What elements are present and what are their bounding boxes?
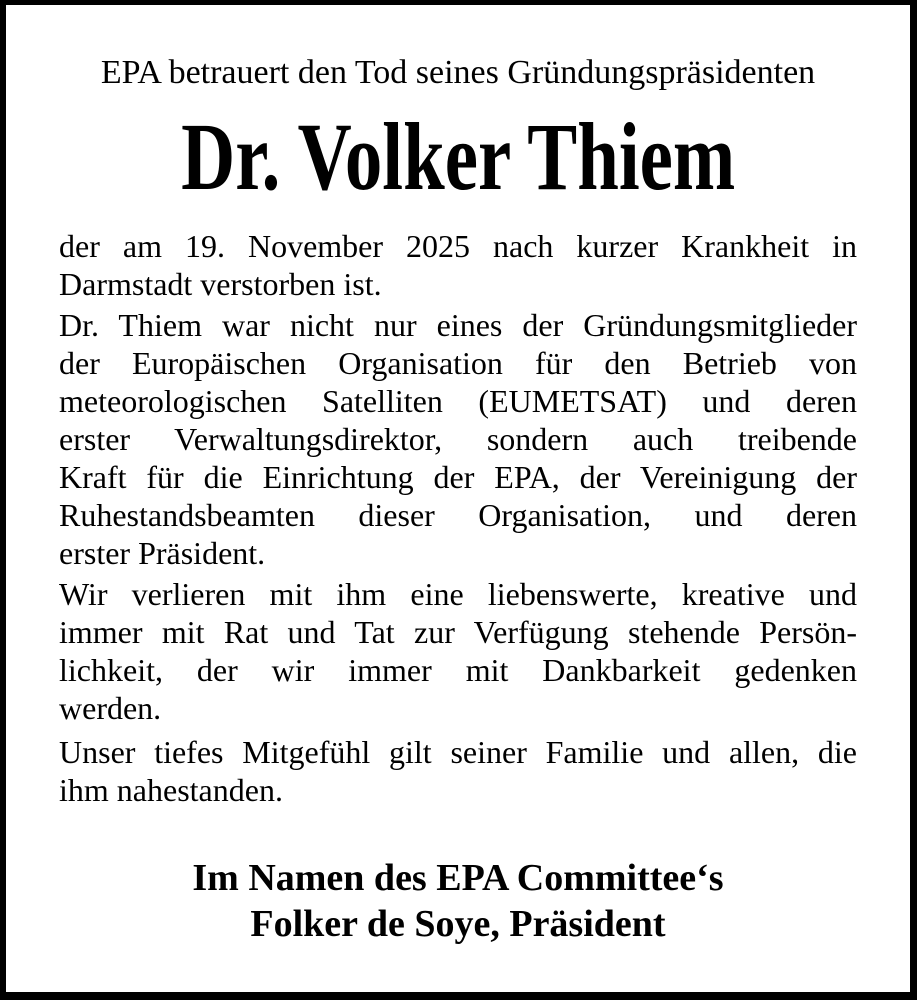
paragraph-line: Ruhestandsbeamten dieser Organisation, und deren — [59, 497, 857, 533]
paragraph-line: erster Verwaltungsdirektor, sondern auch treibende — [59, 421, 857, 457]
paragraph-line: ihm nahestanden. — [59, 772, 283, 808]
paragraph-line: Unser tiefes Mitgefühl gilt seiner Familie und allen, die — [59, 734, 857, 770]
obituary-body — [59, 227, 857, 809]
paragraph-line: meteorologischen Satelliten (EUMETSAT) und deren — [59, 383, 857, 419]
deceased-name-title — [59, 103, 857, 210]
paragraph-line: erster Präsident. — [59, 535, 266, 571]
paragraph-line: immer mit Rat und Tat zur Verfügung stehende Persön- — [59, 614, 857, 650]
obituary-header: EPA betrauert den Tod seines Gründungspräsidenten — [100, 54, 816, 91]
paragraph-line: Dr. Thiem war nicht nur eines der Gründungsmitglieder — [59, 307, 857, 343]
signature-line-president: Folker de Soye, Präsident — [250, 903, 666, 945]
obituary-content — [6, 5, 910, 992]
paragraph-line: der Europäischen Organisation für den Betrieb von — [59, 345, 857, 381]
paragraph-line: Kraft für die Einrichtung der EPA, der Vereinigung der — [59, 459, 857, 495]
paragraph-line: lichkeit, der wir immer mit Dankbarkeit gedenken — [59, 652, 857, 688]
paragraph-line: Darmstadt verstorben ist. — [59, 266, 382, 302]
paragraph-line: Wir verlieren mit ihm eine liebenswerte, kreative und — [59, 576, 857, 612]
paragraph — [59, 306, 857, 572]
paragraph-line: werden. — [59, 690, 162, 726]
paragraph — [59, 227, 857, 303]
deceased-name-text: Dr. Volker Thiem — [180, 103, 736, 210]
signature-line-committee: Im Namen des EPA Committee‘s — [192, 857, 724, 899]
paragraph-line: der am 19. November 2025 nach kurzer Krankheit in — [59, 228, 857, 264]
signature-block — [59, 855, 857, 947]
paragraph — [59, 733, 857, 809]
paragraph — [59, 575, 857, 727]
